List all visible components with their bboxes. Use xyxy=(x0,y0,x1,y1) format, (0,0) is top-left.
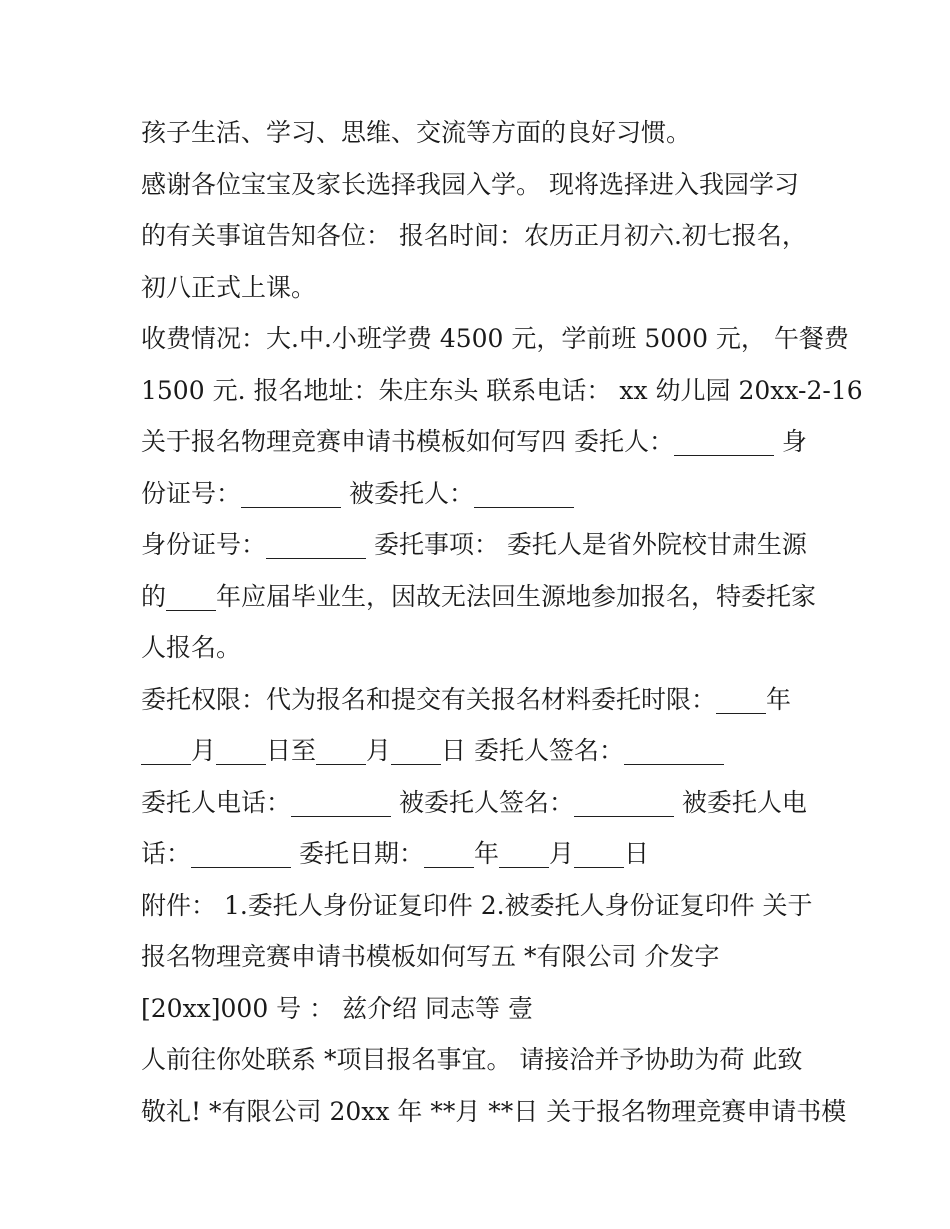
text-line: 1500 元. 报名地址：朱庄东头 联系电话： xx 幼儿园 20xx-2-16 xyxy=(141,375,863,405)
text-line: ____月____日至____月____日 委托人签名：________ xyxy=(141,736,724,765)
document-body xyxy=(141,107,863,1137)
text-line: 份证号：________ 被委托人：________ xyxy=(141,478,574,508)
text-line: 委托权限：代为报名和提交有关报名材料委托时限：____年 xyxy=(141,684,792,714)
text-line: 的有关事谊告知各位： 报名时间：农历正月初六.初七报名， xyxy=(141,221,807,250)
text-line: 的____年应届毕业生，因故无法回生源地参加报名，特委托家 xyxy=(141,581,817,611)
text-line: 附件： 1.委托人身份证复印件 2.被委托人身份证复印件 关于 xyxy=(141,890,813,920)
text-line: 孩子生活、学习、思维、交流等方面的良好习惯。 xyxy=(141,118,692,147)
text-line: 敬礼! *有限公司 20xx 年 **月 **日 关于报名物理竞赛申请书模 xyxy=(141,1096,847,1126)
text-line: 人报名。 xyxy=(141,633,242,662)
text-line: 委托人电话：________ 被委托人签名：________ 被委托人电 xyxy=(141,787,807,817)
text-line: 人前往你处联系 *项目报名事宜。 请接洽并予协助为荷 此致 xyxy=(141,1045,803,1074)
text-line: 身份证号：________ 委托事项： 委托人是省外院校甘肃生源 xyxy=(141,530,807,559)
text-line: 初八正式上课。 xyxy=(141,272,317,302)
text-line: 感谢各位宝宝及家长选择我园入学。 现将选择进入我园学习 xyxy=(141,169,799,199)
text-line: 话：________ 委托日期：____年____月____日 xyxy=(141,839,649,868)
text-line: 收费情况：大.中.小班学费 4500 元，学前班 5000 元， 午餐费 xyxy=(141,324,849,353)
text-line: 关于报名物理竞赛申请书模板如何写四 委托人：________ 身 xyxy=(141,427,807,456)
text-line: 报名物理竞赛申请书模板如何写五 *有限公司 介发字 xyxy=(141,942,720,971)
text-line: [20xx]000 号 ： 兹介绍 同志等 壹 xyxy=(141,993,533,1023)
